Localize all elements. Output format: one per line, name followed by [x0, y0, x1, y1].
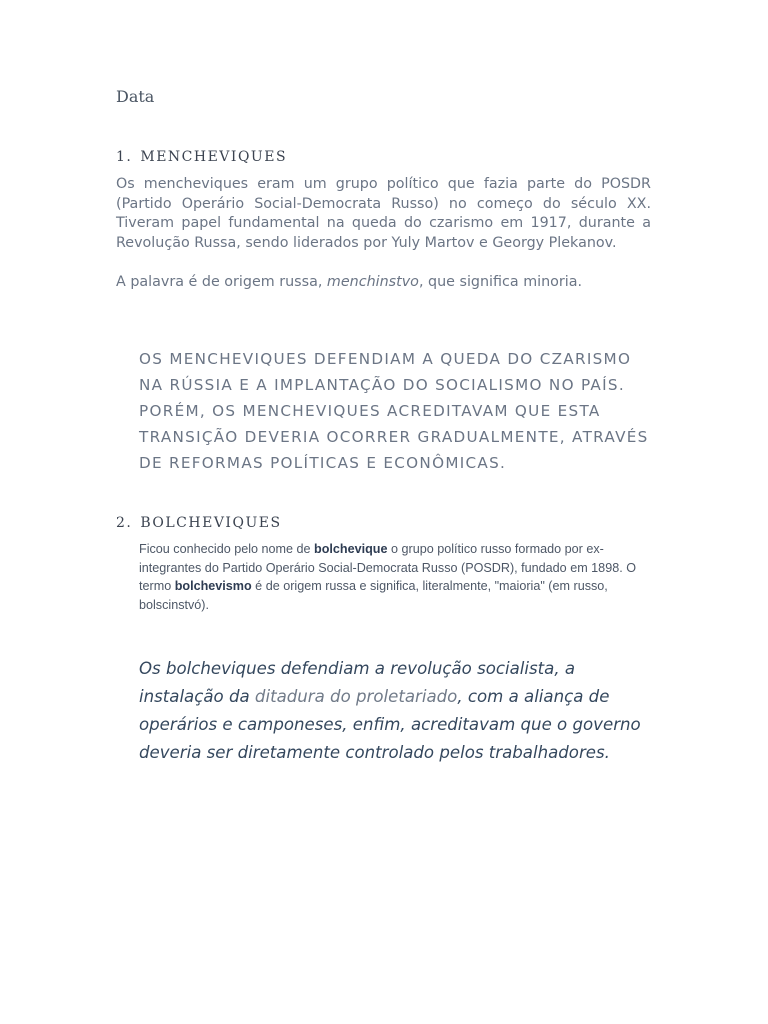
origin-text-before: A palavra é de origem russa,: [116, 274, 327, 290]
bolcheviques-paragraph: [139, 540, 654, 614]
date-label: Data: [116, 87, 155, 106]
mencheviques-paragraph: Os mencheviques eram um grupo político que fazia parte do POSDR (Partido Operário Social-Democrata Russo) no começo do século XX. Tiveram papel fundamental na queda do czarismo em 1917, durante a Revolução Russa, sendo liderados por Yuly Martov e Georgy Plekanov.: [116, 176, 651, 251]
section-heading-mencheviques: [116, 149, 287, 165]
paragraph-text: Ficou conhecido pelo nome de: [139, 542, 315, 556]
section-title: BOLCHEVIQUES: [140, 515, 282, 531]
paragraph-text: é de origem russa e significa, literalmente, "maioria" (em russo, bolscinstvó).: [139, 579, 608, 612]
bold-term: bolchevismo: [174, 579, 252, 593]
section-heading-bolcheviques: [116, 515, 282, 531]
origin-paragraph: [116, 273, 651, 293]
section-number: 1.: [116, 149, 133, 165]
mencheviques-quote: OS MENCHEVIQUES DEFENDIAM A QUEDA DO CZARISMO NA RÚSSIA E A IMPLANTAÇÃO DO SOCIALISMO NO PAÍS. PORÉM, OS MENCHEVIQUES ACREDITAVAM QUE ESTA TRANSIÇÃO DEVERIA OCORRER GRADUALMENTE, ATRAVÉS DE REFORMAS POLÍTICAS E ECONÔMICAS.: [139, 350, 649, 472]
quote-text: Os bolcheviques defendiam a revolução socialista, a instalação da: [139, 659, 576, 706]
origin-term: menchinstvo: [326, 274, 419, 290]
linked-term: ditadura do proletariado: [254, 687, 458, 706]
bolcheviques-quote: [139, 655, 659, 767]
section-number: 2.: [116, 515, 133, 531]
quote-text: , com a aliança de operários e camponeses, enfim, acreditavam que o governo deveria ser diretamente controlado pelos trabalhadores.: [139, 687, 641, 762]
paragraph-text: o grupo político russo formado por ex-integrantes do Partido Operário Social-Democrata Russo (POSDR), fundado em 1898. O termo: [139, 542, 636, 593]
origin-text-after: , que significa minoria.: [418, 274, 583, 290]
section-title: MENCHEVIQUES: [140, 149, 288, 165]
bold-term: bolchevique: [314, 542, 388, 556]
